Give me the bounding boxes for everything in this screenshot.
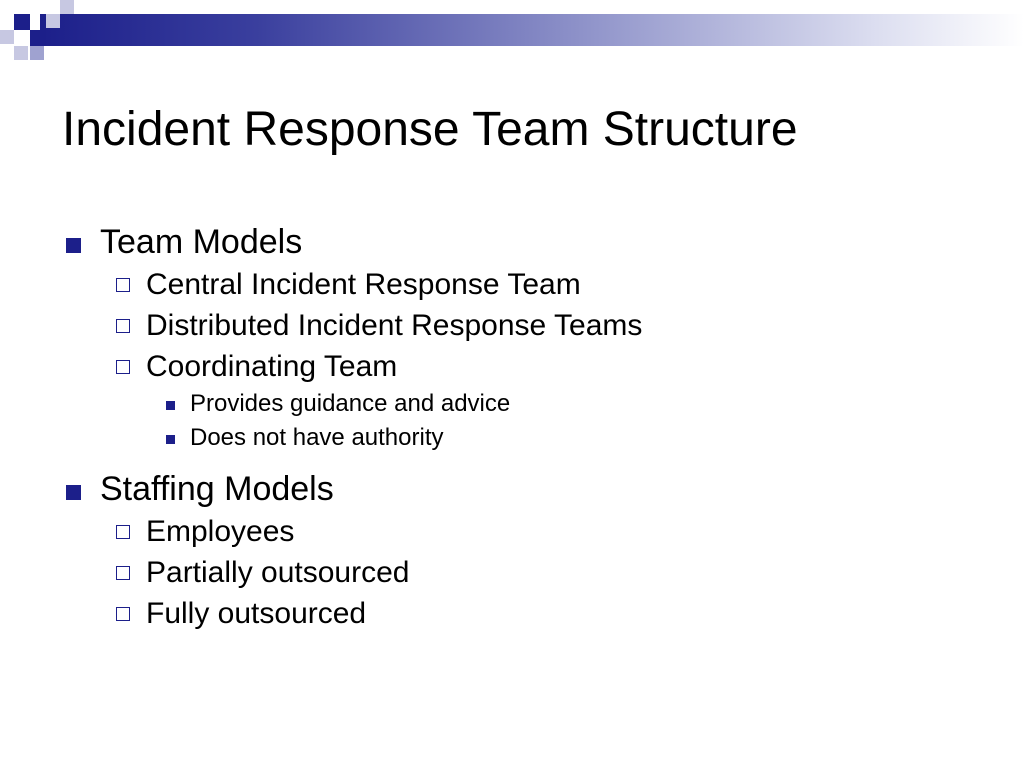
sub-bullet-text: Employees [146, 515, 295, 548]
hollow-square-bullet-icon [116, 525, 130, 539]
sub-sub-bullet-text: Provides guidance and advice [190, 390, 511, 417]
bullet-list [62, 220, 1002, 634]
sub-sub-bullet-item [62, 421, 1002, 455]
sub-bullet-text: Coordinating Team [146, 350, 398, 383]
sub-bullet-text: Distributed Incident Response Teams [146, 309, 643, 342]
header-gradient-band [40, 14, 1024, 46]
sub-bullet-text: Fully outsourced [146, 597, 367, 630]
sub-sub-bullet-text: Does not have authority [190, 424, 444, 451]
small-square-bullet-icon [166, 435, 175, 444]
decor-square [14, 14, 30, 30]
bullet-text: Team Models [100, 223, 303, 261]
bullet-item [62, 467, 1002, 511]
square-bullet-icon [66, 485, 81, 500]
square-bullet-icon [66, 238, 81, 253]
decor-square [0, 30, 14, 44]
sub-bullet-item [62, 346, 1002, 387]
sub-bullet-item [62, 511, 1002, 552]
bullet-item [62, 220, 1002, 264]
hollow-square-bullet-icon [116, 360, 130, 374]
decor-square [30, 30, 46, 46]
sub-bullet-text: Central Incident Response Team [146, 268, 581, 301]
sub-sub-bullet-item [62, 387, 1002, 421]
sub-bullet-item [62, 552, 1002, 593]
hollow-square-bullet-icon [116, 566, 130, 580]
decor-square [46, 14, 60, 28]
hollow-square-bullet-icon [116, 278, 130, 292]
slide-title: Incident Response Team Structure [62, 103, 798, 156]
sub-bullet-item [62, 305, 1002, 346]
sub-bullet-text: Partially outsourced [146, 556, 410, 589]
decor-square [30, 46, 44, 60]
small-square-bullet-icon [166, 401, 175, 410]
decor-square [14, 46, 28, 60]
bullet-text: Staffing Models [100, 470, 334, 508]
decor-square [60, 0, 74, 14]
hollow-square-bullet-icon [116, 319, 130, 333]
sub-bullet-item [62, 593, 1002, 634]
sub-bullet-item [62, 264, 1002, 305]
hollow-square-bullet-icon [116, 607, 130, 621]
